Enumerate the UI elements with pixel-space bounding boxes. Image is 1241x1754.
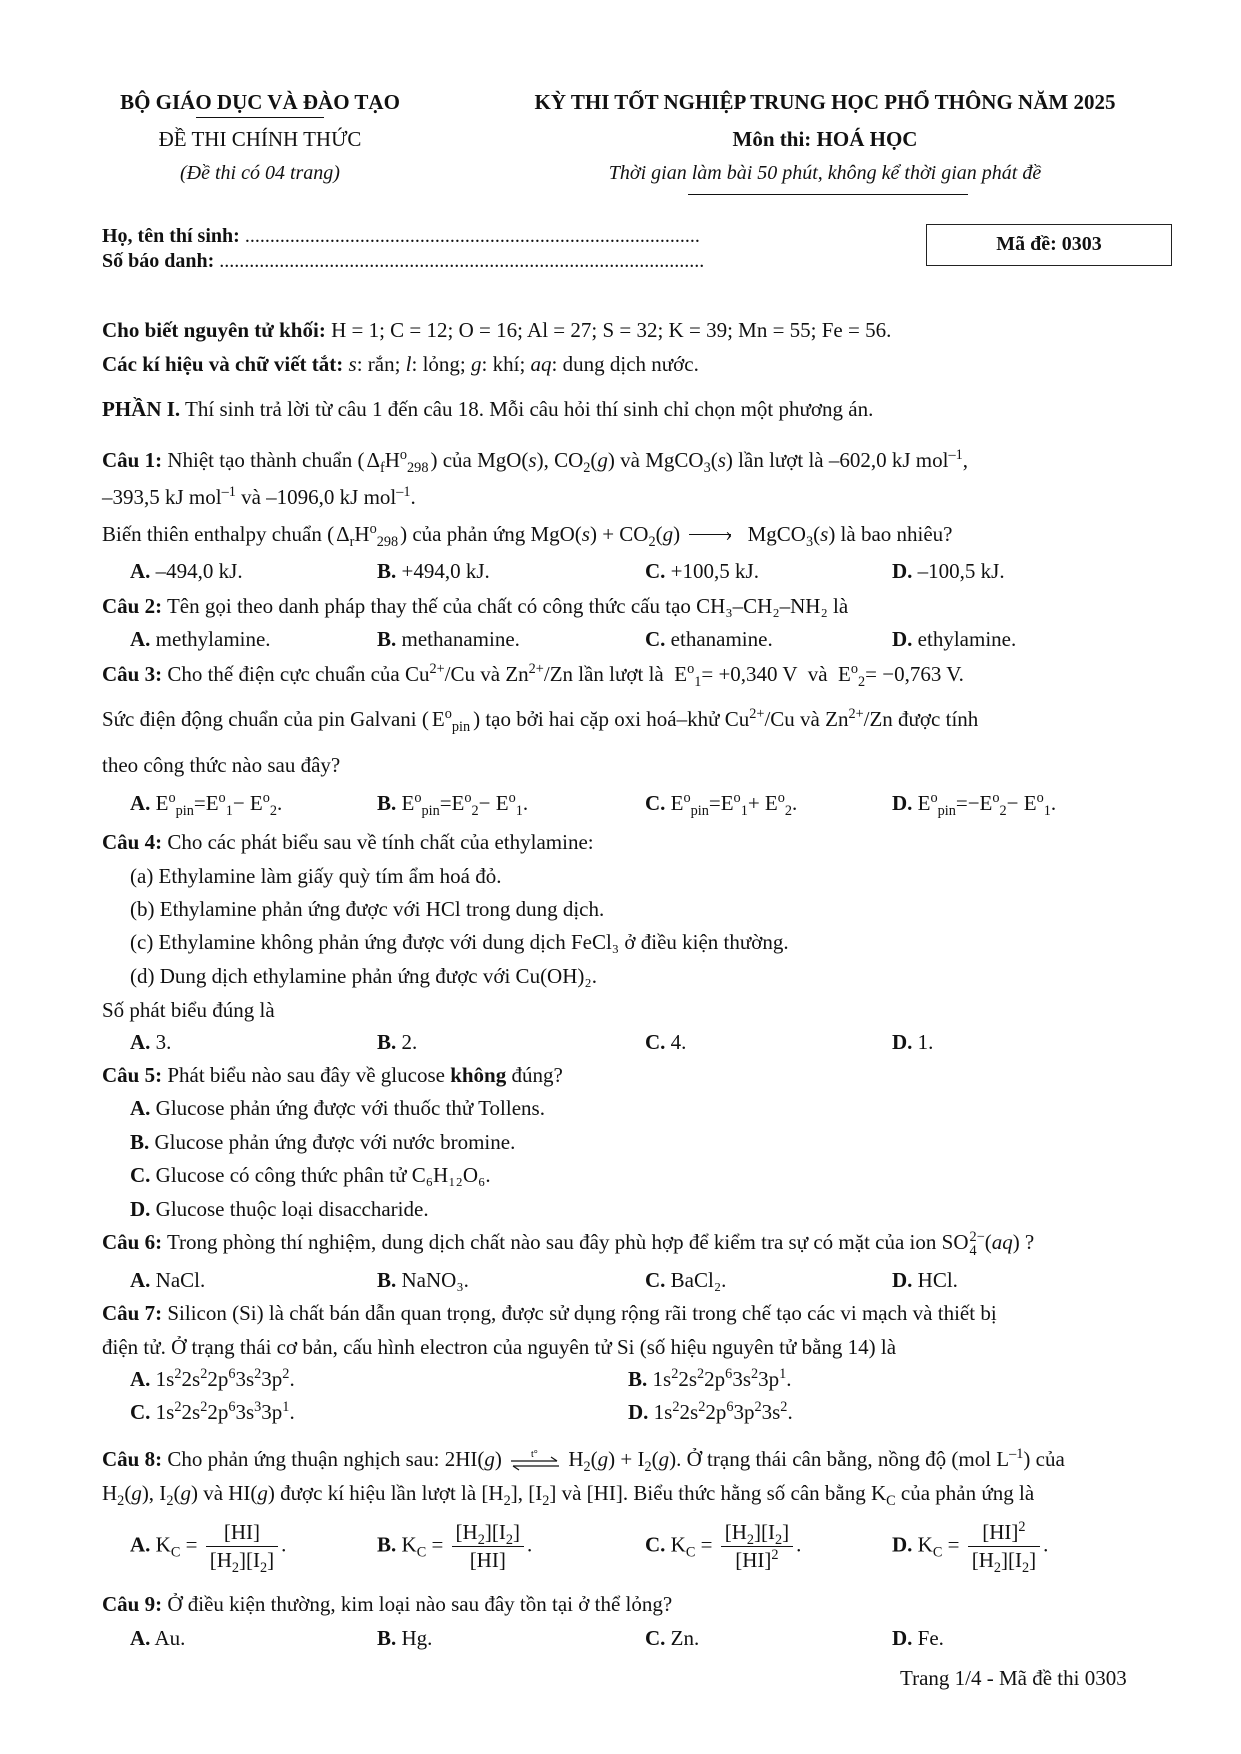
q4-option-a[interactable] (130, 1030, 171, 1055)
option-letter: B. (377, 627, 397, 651)
equilibrium-arrow-icon (509, 1450, 561, 1472)
candidate-name-dots[interactable]: ........................................................................................... (244, 225, 700, 247)
q4-label: Câu 4: (102, 830, 163, 854)
option-letter: B. (377, 1268, 397, 1292)
q8-option-c[interactable]: C. $K_C$ = $\frac{[H_2][I_2]}{[HI]^2}$ . (645, 1520, 802, 1572)
option-letter: B. (628, 1367, 648, 1391)
abbr-g-text: : khí; (481, 352, 526, 376)
q6-option-a[interactable] (130, 1268, 205, 1293)
q6-option-d[interactable] (892, 1268, 958, 1293)
subject-underline (688, 194, 968, 195)
abbr-s: s (348, 352, 357, 376)
option-letter: A. (130, 559, 151, 583)
q9-option-c-text: Zn. (670, 1626, 700, 1650)
q8-option-a[interactable]: A. $K_C$ = $\frac{[HI]}{[H_2][I_2]}$ . (130, 1520, 287, 1577)
q9-option-b[interactable] (377, 1626, 432, 1651)
q4-text: Cho các phát biểu sau về tính chất của ethylamine: (167, 830, 594, 854)
abbr-label: Các kí hiệu và chữ viết tắt: (102, 352, 344, 376)
option-letter: A. (130, 1096, 151, 1120)
q6-option-b-text: NaNO₃. (401, 1268, 469, 1292)
q2-option-a[interactable] (130, 627, 271, 652)
q6-option-c-text: BaCl₂. (670, 1268, 727, 1292)
atomic-mass-line (102, 318, 891, 343)
q6-line1: Câu 6: Trong phòng thí nghiệm, dung dịch chất nào sau đây phù hợp để kiểm tra sự có mặt của ion SO 2− 4 (aq) ? (102, 1229, 1035, 1260)
q2-label: Câu 2: (102, 594, 163, 618)
ministry-name: BỘ GIÁO DỤC VÀ ĐÀO TẠO (120, 90, 400, 114)
q4-option-d-text: 1. (917, 1030, 934, 1054)
part1-instructions (102, 397, 873, 422)
q2-option-d[interactable] (892, 627, 1016, 652)
q1-option-c[interactable] (645, 559, 759, 584)
q5-text-bold: không (450, 1063, 507, 1087)
option-letter: D. (892, 559, 913, 583)
q9-line1 (102, 1592, 672, 1617)
q7-option-b[interactable]: B. $1s^22s^22p^63s^23p^1$. (628, 1366, 792, 1391)
q4-statement-b: (b) Ethylamine phản ứng được với HCl trong dung dịch. (130, 897, 605, 921)
option-letter: A. (130, 791, 151, 815)
q5-option-c[interactable] (130, 1163, 491, 1188)
candidate-name-label (102, 225, 700, 248)
q6-label: Câu 6: (102, 1230, 163, 1255)
abbr-aq-text: : dung dịch nước. (551, 352, 699, 376)
q6-option-c[interactable] (645, 1268, 726, 1293)
option-letter: C. (645, 627, 666, 651)
q7-option-a[interactable]: A. $1s^22s^22p^63s^23p^2$. (130, 1366, 295, 1391)
abbr-l: l (405, 352, 412, 376)
q1-option-c-text: +100,5 kJ. (670, 559, 759, 583)
q9-option-d[interactable] (892, 1626, 944, 1651)
q4-option-a-text: 3. (155, 1030, 172, 1054)
q2-line1 (102, 594, 848, 619)
q9-label: Câu 9: (102, 1592, 163, 1616)
q4-option-d[interactable] (892, 1030, 933, 1055)
q2-option-c[interactable] (645, 627, 773, 652)
q1-line2: –393,5 kJ mol$^{-1}$ và –1096,0 kJ mol$^{-1}$. (102, 484, 416, 509)
q9-option-c[interactable] (645, 1626, 699, 1651)
option-letter: C. (645, 1626, 666, 1650)
q1-line3: Biến thiên enthalpy chuẩn $(\Delta_rH^o_{298})$ của phản ứng $MgO(s) + CO_2(g)$ › MgCO$_3$(s) là bao nhiêu? (102, 521, 953, 551)
q8-line1: Câu 8: Cho phản ứng thuận nghịch sau: 2HI(g) t° $H_2(g) + I_2(g)$. Ở trạng thái cân bằng, nồng độ (mol $L^{-1}$) của (102, 1446, 1065, 1476)
option-letter: B. (377, 559, 397, 583)
q2-text: Tên gọi theo danh pháp thay thế của chất có công thức cấu tạo CH₃–CH₂–NH₂ là (166, 594, 849, 618)
q1-option-a[interactable] (130, 559, 243, 584)
q4-line1 (102, 830, 594, 855)
q3-option-a[interactable]: A. $E^o_{pin}=E^o_1- E^o_2$. (130, 790, 283, 820)
option-letter: A. (130, 1626, 151, 1650)
q2-option-d-text: ethylamine. (917, 627, 1017, 651)
q3-line1: Câu 3: Cho thế điện cực chuẩn của $Cu^{2+}/Cu$ và $Zn^{2+}/Zn$ lần lượt là $E^o_1= +0,340$ V và $E^o_2= -0,763$ V. (102, 661, 964, 691)
q4-question: Số phát biểu đúng là (102, 998, 275, 1022)
q1-option-d-text: –100,5 kJ. (917, 559, 1005, 583)
option-letter: D. (892, 627, 913, 651)
q4-option-c[interactable] (645, 1030, 686, 1055)
q5-text-before: Phát biểu nào sau đây về glucose (167, 1063, 445, 1087)
q3-line3: theo công thức nào sau đây? (102, 753, 341, 777)
option-letter: C. (645, 1268, 666, 1292)
option-letter: D. (892, 1532, 913, 1557)
q4-option-b[interactable] (377, 1030, 417, 1055)
option-letter: B. (377, 1532, 397, 1557)
option-letter: A. (130, 1030, 151, 1054)
page-footer: Trang 1/4 - Mã đề thi 0303 (900, 1666, 1127, 1690)
option-letter: D. (628, 1400, 649, 1424)
q9-option-b-text: Hg. (401, 1626, 433, 1650)
q4-statement-a: (a) Ethylamine làm giấy quỳ tím ẩm hoá đỏ. (130, 864, 502, 888)
abbr-s-text: : rắn; (356, 352, 401, 376)
q7-option-c[interactable]: C. $1s^22s^22p^63s^33p^1$. (130, 1399, 295, 1424)
q9-text: Ở điều kiện thường, kim loại nào sau đây tồn tại ở thể lỏng? (167, 1592, 673, 1616)
option-letter: C. (130, 1163, 151, 1187)
option-letter: C. (645, 559, 666, 583)
q2-option-c-text: ethanamine. (670, 627, 773, 651)
option-letter: A. (130, 1367, 151, 1391)
option-letter: A. (130, 1268, 151, 1292)
option-letter: C. (130, 1400, 151, 1424)
q5-line1 (102, 1063, 563, 1088)
option-letter: D. (892, 791, 913, 815)
q7-line1 (102, 1301, 997, 1326)
q5-option-d-text: Glucose thuộc loại disaccharide. (155, 1197, 429, 1221)
q5-option-c-text: Glucose có công thức phân tử C₆H₁₂O₆. (155, 1163, 491, 1187)
option-letter: A. (130, 1532, 151, 1557)
candidate-name-text: Họ, tên thí sinh: (102, 225, 240, 247)
candidate-id-dots[interactable]: ................................................................................................. (219, 250, 705, 272)
q2-option-b-text: methanamine. (401, 627, 520, 651)
q5-text-after: đúng? (511, 1063, 563, 1087)
candidate-id-label (102, 250, 704, 273)
q1-option-d[interactable] (892, 559, 1005, 584)
option-letter: B. (377, 791, 397, 815)
q1-option-b-text: +494,0 kJ. (401, 559, 490, 583)
option-letter: B. (377, 1626, 397, 1650)
q3-option-d[interactable]: D. $E^o_{pin}=-E^o_2- E^o_1$. (892, 790, 1057, 820)
part1-label: PHẦN I. (102, 397, 181, 421)
exam-code: Mã đề: 0303 (996, 233, 1102, 255)
exam-title: KỲ THI TỐT NGHIỆP TRUNG HỌC PHỔ THÔNG NĂM 2025 (534, 90, 1116, 114)
abbreviations-line (102, 352, 699, 377)
q9-option-a[interactable] (130, 1626, 185, 1651)
q3-option-c[interactable]: C. $E^o_{pin}=E^o_1+ E^o_2$. (645, 790, 798, 820)
subject-label: Môn thi: HOÁ HỌC (732, 127, 918, 151)
q5-option-b-text: Glucose phản ứng được với nước bromine. (154, 1130, 516, 1154)
part1-text: Thí sinh trả lời từ câu 1 đến câu 18. Mỗi câu hỏi thí sinh chỉ chọn một phương án. (185, 397, 874, 421)
q7-line1-text: Silicon (Si) là chất bán dẫn quan trọng, được sử dụng rộng rãi trong chế tạo các vi mạch và thiết bị (167, 1301, 997, 1325)
q7-option-d[interactable]: D. $1s^22s^22p^63p^23s^2$. (628, 1399, 793, 1424)
atomic-mass-label: Cho biết nguyên tử khối: (102, 318, 326, 342)
option-letter: C. (645, 1532, 666, 1557)
q5-label: Câu 5: (102, 1063, 163, 1087)
q6-option-d-text: HCl. (917, 1268, 958, 1292)
q3-label: Câu 3: (102, 662, 163, 686)
abbr-aq: aq (530, 352, 552, 376)
abbr-l-text: : lỏng; (411, 352, 466, 376)
q2-option-b[interactable] (377, 627, 520, 652)
time-note: Thời gian làm bài 50 phút, không kể thời gian phát đề (608, 162, 1042, 184)
q4-statement-c: (c) Ethylamine không phản ứng được với dung dịch FeCl₃ ở điều kiện thường. (130, 930, 789, 954)
official-label: ĐỀ THI CHÍNH THỨC (158, 127, 362, 151)
q6-option-a-text: NaCl. (155, 1268, 206, 1292)
option-letter: C. (645, 1030, 666, 1054)
option-letter: C. (645, 791, 666, 815)
q8-line2: $H_2(g)$, $I_2(g)$ và HI(g) được kí hiệu lần lượt là $[H_2]$, $[I_2]$ và [HI]. Biểu thức hằng số cân bằng $K_C$ của phản ứng là (102, 1481, 1035, 1510)
pages-note: (Đề thi có 04 trang) (180, 162, 340, 184)
svg-text:t°: t° (531, 1450, 538, 1461)
option-letter: B. (377, 1030, 397, 1054)
ministry-underline (196, 117, 324, 118)
q3-line2: Sức điện động chuẩn của pin Galvani ( $E^o_{pin}$ ) tạo bởi hai cặp oxi hoá–khử $Cu^{2+}/Cu$ và $Zn^{2+}/Zn$ được tính (102, 706, 979, 736)
q4-statement-d: (d) Dung dịch ethylamine phản ứng được với Cu(OH)₂. (130, 964, 597, 988)
q4-option-b-text: 2. (401, 1030, 418, 1054)
option-letter: D. (130, 1197, 151, 1221)
q3-option-b[interactable]: B. $E^o_{pin}=E^o_2- E^o_1$. (377, 790, 529, 820)
q2-option-a-text: methylamine. (155, 627, 271, 651)
q4-option-c-text: 4. (670, 1030, 687, 1054)
q5-option-d[interactable] (130, 1197, 429, 1222)
option-letter: A. (130, 627, 151, 651)
q1-line1: Câu 1: Nhiệt tạo thành chuẩn $(\Delta_fH^o_{298})$ của MgO(s), $CO_2(g)$ và MgCO$_3$(s) lần lượt là –602,0 kJ mol$^{-1}$, (102, 447, 968, 477)
q5-option-b[interactable] (130, 1130, 515, 1155)
q5-option-a-text: Glucose phản ứng được với thuốc thử Tollens. (155, 1096, 545, 1120)
q7-line2: điện tử. Ở trạng thái cơ bản, cấu hình electron của nguyên tử Si (số hiệu nguyên tử bằng 14) là (102, 1335, 897, 1359)
q6-text: Trong phòng thí nghiệm, dung dịch chất nào sau đây phù hợp để kiểm tra sự có mặt của ion (166, 1230, 937, 1255)
q8-option-d[interactable]: D. $K_C$ = $\frac{[HI]^2}{[H_2][I_2]}$ . (892, 1519, 1049, 1577)
q9-option-a-text: Au. (154, 1626, 186, 1650)
option-letter: D. (892, 1626, 913, 1650)
q8-label: Câu 8: (102, 1447, 163, 1471)
q1-option-a-text: –494,0 kJ. (155, 559, 243, 583)
option-letter: D. (892, 1268, 913, 1292)
q5-option-a[interactable] (130, 1096, 545, 1121)
abbr-g: g (471, 352, 482, 376)
atomic-mass-values: H = 1; C = 12; O = 16; Al = 27; S = 32; K = 39; Mn = 55; Fe = 56. (331, 318, 892, 342)
q1-label: Câu 1: (102, 448, 163, 472)
q9-option-d-text: Fe. (917, 1626, 944, 1650)
q8-option-b[interactable]: B. $K_C$ = $\frac{[H_2][I_2]}{[HI]}$ . (377, 1520, 533, 1572)
option-letter: D. (892, 1030, 913, 1054)
q6-option-b[interactable] (377, 1268, 469, 1293)
q7-label: Câu 7: (102, 1301, 163, 1325)
candidate-id-text: Số báo danh: (102, 250, 215, 272)
q1-option-b[interactable] (377, 559, 490, 584)
option-letter: B. (130, 1130, 150, 1154)
